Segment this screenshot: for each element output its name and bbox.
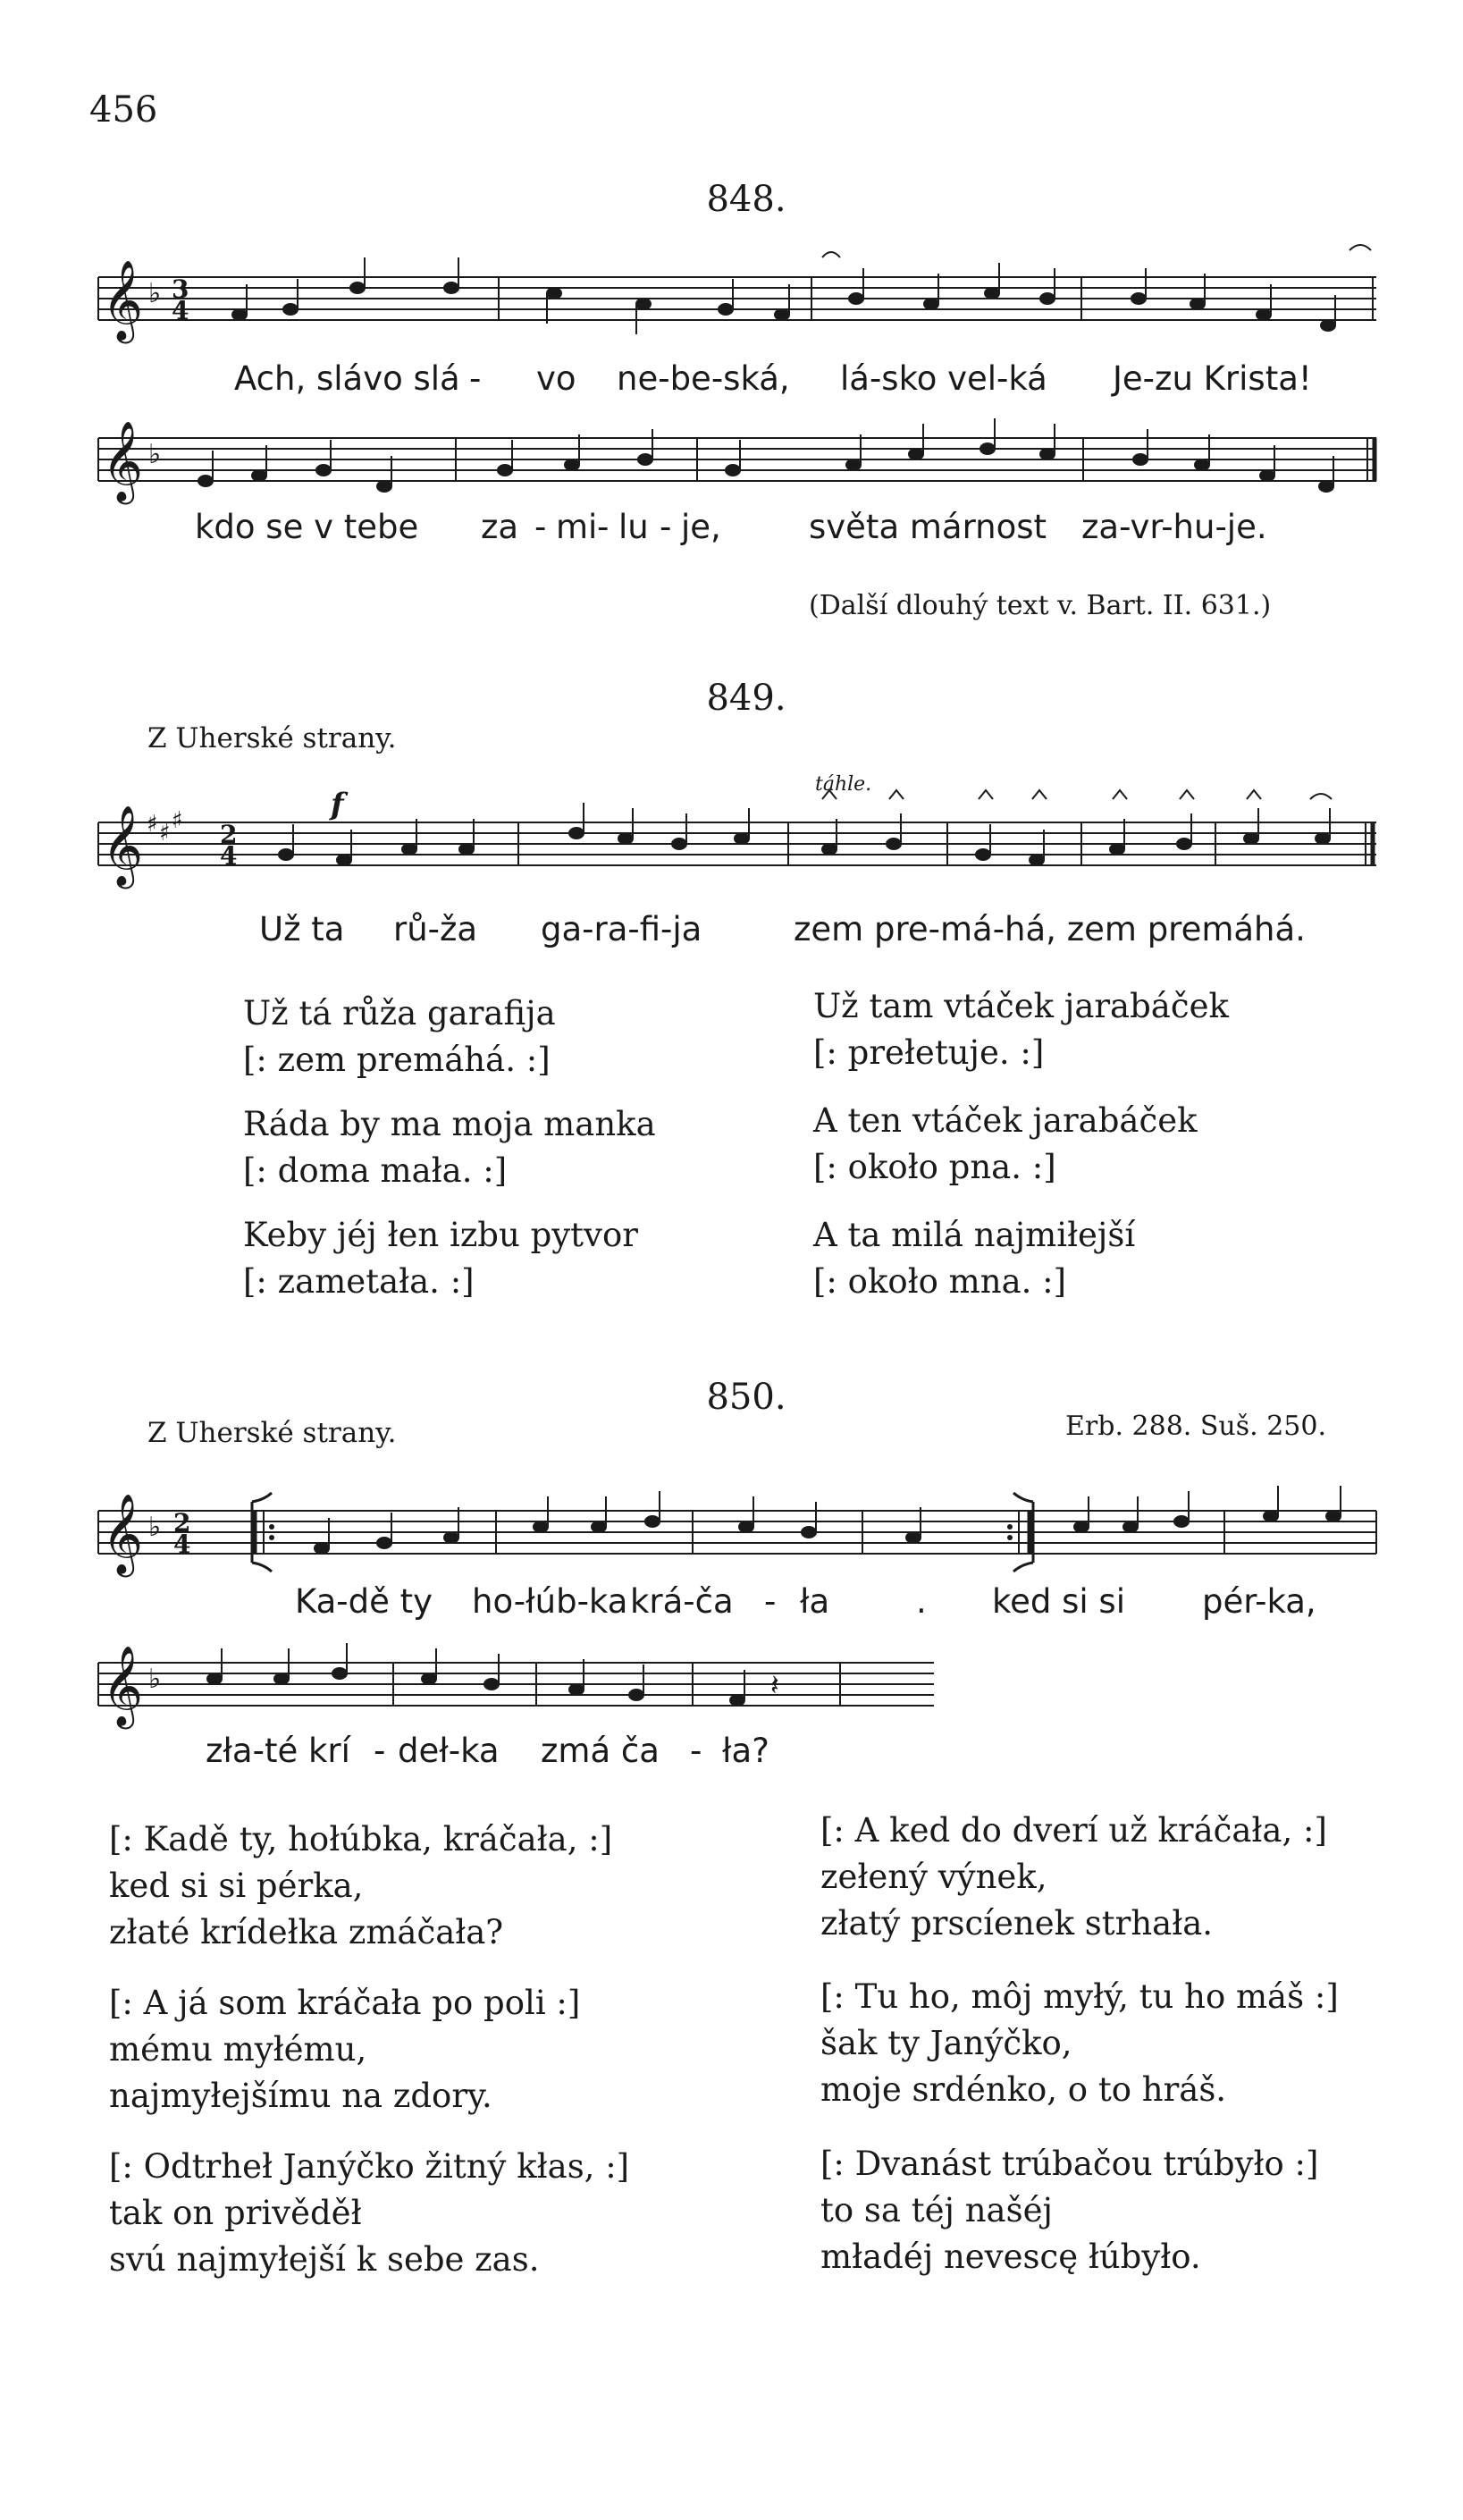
stanza-line: [: doma mała. :]	[243, 1151, 508, 1190]
stanza-line: [: A ked do dverí už kráčała, :]	[820, 1811, 1327, 1850]
lyric-848-2-i: světa márnost	[809, 508, 1047, 546]
stanza-line: tak on privěděł	[109, 2194, 362, 2232]
stanza-850-left-2	[109, 1980, 580, 2120]
page-number: 456	[89, 89, 158, 131]
stanza-line: Ráda by ma moja manka	[243, 1105, 656, 1143]
svg-text:♯: ♯	[172, 807, 183, 834]
stanza-line: najmyłejšímu na zdory.	[109, 2077, 492, 2115]
music-staff-848-line2	[89, 402, 1385, 518]
lyric-848-2-h: je,	[681, 508, 721, 546]
stanza-line: [: Dvanást trúbačou trúbyło :]	[820, 2145, 1319, 2183]
stanza-850-right-2	[820, 1974, 1339, 2113]
stanza-line: ked si si pérka,	[109, 1867, 364, 1905]
lyric-848-2-a: kdo se v tebe	[195, 508, 419, 546]
svg-text:♭: ♭	[148, 439, 162, 470]
lyric-848-1-a: Ach, slávo slá	[234, 359, 460, 398]
source-reference-850: Erb. 288. Suš. 250.	[1065, 1411, 1326, 1442]
lyric-850-2-b: -	[374, 1732, 386, 1770]
stanza-850-right-1	[820, 1808, 1327, 1947]
stanza-849-left-3	[243, 1212, 638, 1305]
stanza-line: [: prełetuje. :]	[813, 1033, 1045, 1072]
lyric-848-2-e: -	[597, 508, 610, 546]
svg-text:2: 2	[173, 1508, 191, 1538]
lyric-850-1-d: -	[764, 1582, 777, 1621]
source-reference-848: (Další dlouhý text v. Bart. II. 631.)	[809, 590, 1272, 621]
stanza-850-left-3	[109, 2144, 629, 2283]
tempo-mark-849: táhle.	[815, 773, 872, 796]
lyric-850-2-c: deł-ka	[398, 1732, 500, 1770]
svg-text:♭: ♭	[148, 1512, 162, 1543]
lyric-849-d: zem pre-má-há, zem premáhá.	[794, 910, 1306, 948]
lyric-848-2-d: mi	[556, 508, 598, 546]
svg-text:4: 4	[172, 296, 189, 325]
lyric-850-2-d: zmá ča	[541, 1732, 660, 1770]
lyric-850-1-a: Ka-dě ty	[295, 1582, 433, 1621]
stanza-line: zełený výnek,	[820, 1858, 1047, 1896]
stanza-line: [: Tu ho, môj myłý, tu ho máš :]	[820, 1977, 1339, 2016]
stanza-line: [: Kadě ty, hołúbka, kráčała, :]	[109, 1820, 613, 1858]
svg-text:𝄞: 𝄞	[102, 421, 144, 501]
lyric-850-1-h: pér-ka,	[1202, 1582, 1316, 1621]
stanza-849-right-3	[813, 1212, 1135, 1305]
lyric-849-c: ga-ra-fi-ja	[541, 910, 702, 948]
lyric-850-1-b: ho-łúb-ka	[472, 1582, 628, 1621]
lyric-848-2-f: lu	[618, 508, 649, 546]
svg-text:2: 2	[220, 820, 238, 849]
stanza-line: moje srdénko, o to hráš.	[820, 2070, 1227, 2109]
stanza-line: złaté krídełka zmáčała?	[109, 1913, 504, 1951]
stanza-line: mému myłému,	[109, 2030, 367, 2069]
lyric-848-1-b: -	[469, 359, 482, 398]
song-number-848: 848.	[706, 179, 786, 220]
stanza-line: mładéj nevescę łúbyło.	[820, 2238, 1201, 2276]
stanza-line: A ta milá najmiłejší	[813, 1216, 1136, 1254]
svg-text:4: 4	[173, 1530, 191, 1559]
stanza-849-left-1	[243, 990, 556, 1083]
music-staff-850-line2	[89, 1627, 983, 1743]
stanza-line: Už tá růža garafija	[243, 994, 556, 1032]
lyric-848-2-g: -	[660, 508, 672, 546]
svg-text:𝄞: 𝄞	[102, 260, 144, 341]
lyric-850-1-e: ła	[800, 1582, 830, 1621]
stanza-line: [: około mna. :]	[813, 1262, 1067, 1301]
lyric-848-1-c: vo	[536, 359, 576, 398]
song-number-849: 849.	[706, 678, 786, 719]
lyric-848-2-j: za-vr-hu-je.	[1081, 508, 1267, 546]
stanza-line: A ten vtáček jarabáček	[813, 1101, 1198, 1140]
song-origin-849: Z Uherské strany.	[147, 722, 397, 754]
stanza-line: [: A já som kráčała po poli :]	[109, 1984, 581, 2022]
stanza-line: svú najmyłejší k sebe zas.	[109, 2240, 540, 2279]
svg-text:♯: ♯	[147, 811, 158, 838]
stanza-849-right-2	[813, 1098, 1198, 1191]
stanza-849-right-1	[813, 983, 1229, 1076]
lyric-848-1-f: Je-zu Krista!	[1113, 359, 1312, 398]
svg-text:3: 3	[172, 274, 189, 304]
stanza-850-right-3	[820, 2141, 1318, 2280]
stanza-line: Už tam vtáček jarabáček	[813, 987, 1229, 1025]
lyric-848-2-c: -	[534, 508, 547, 546]
svg-text:𝄞: 𝄞	[102, 1646, 144, 1726]
stanza-line: [: zem premáhá. :]	[243, 1041, 551, 1079]
dynamic-mark-849: f	[331, 787, 344, 822]
lyric-848-1-d: ne-be-ská,	[617, 359, 790, 398]
lyric-849-a: Už ta	[259, 910, 345, 948]
svg-text:𝄞: 𝄞	[102, 1494, 144, 1574]
svg-text:♭: ♭	[148, 278, 162, 309]
stanza-line: złatý prscíenek strhała.	[820, 1904, 1214, 1943]
svg-text:4: 4	[220, 841, 238, 871]
stanza-line: [: zametała. :]	[243, 1262, 475, 1301]
song-number-850: 850.	[706, 1377, 786, 1418]
lyric-850-1-c: krá-ča	[630, 1582, 734, 1621]
music-staff-848-line1	[89, 241, 1385, 358]
stanza-line: to sa téj našéj	[820, 2191, 1053, 2229]
lyric-850-2-f: ła?	[722, 1732, 769, 1770]
stanza-line: [: około pna. :]	[813, 1148, 1056, 1186]
music-staff-850-line1	[89, 1475, 1385, 1591]
svg-text:♭: ♭	[148, 1664, 162, 1695]
song-origin-850: Z Uherské strany.	[147, 1417, 397, 1449]
stanza-line: Keby jéj łen izbu pytvor	[243, 1216, 638, 1254]
lyric-850-2-e: -	[690, 1732, 702, 1770]
svg-text:♯: ♯	[159, 820, 171, 847]
lyric-848-2-b: za	[481, 508, 519, 546]
stanza-line: šak ty Janýčko,	[820, 2024, 1072, 2062]
stanza-line: [: Odtrheł Janýčko žitný kłas, :]	[109, 2147, 630, 2186]
lyric-850-1-g: ked si si	[992, 1582, 1125, 1621]
music-staff-849	[89, 787, 1385, 903]
lyric-848-1-e: lá-sko vel-ká	[840, 359, 1047, 398]
svg-text:𝄽: 𝄽	[770, 1668, 779, 1702]
stanza-849-left-2	[243, 1101, 656, 1194]
lyric-849-b: rů-ža	[393, 910, 478, 948]
lyric-850-2-a: zła-té krí	[206, 1732, 350, 1770]
svg-text:𝄞: 𝄞	[102, 805, 144, 886]
lyric-850-1-f: .	[916, 1582, 927, 1621]
stanza-850-left-1	[109, 1816, 612, 1956]
